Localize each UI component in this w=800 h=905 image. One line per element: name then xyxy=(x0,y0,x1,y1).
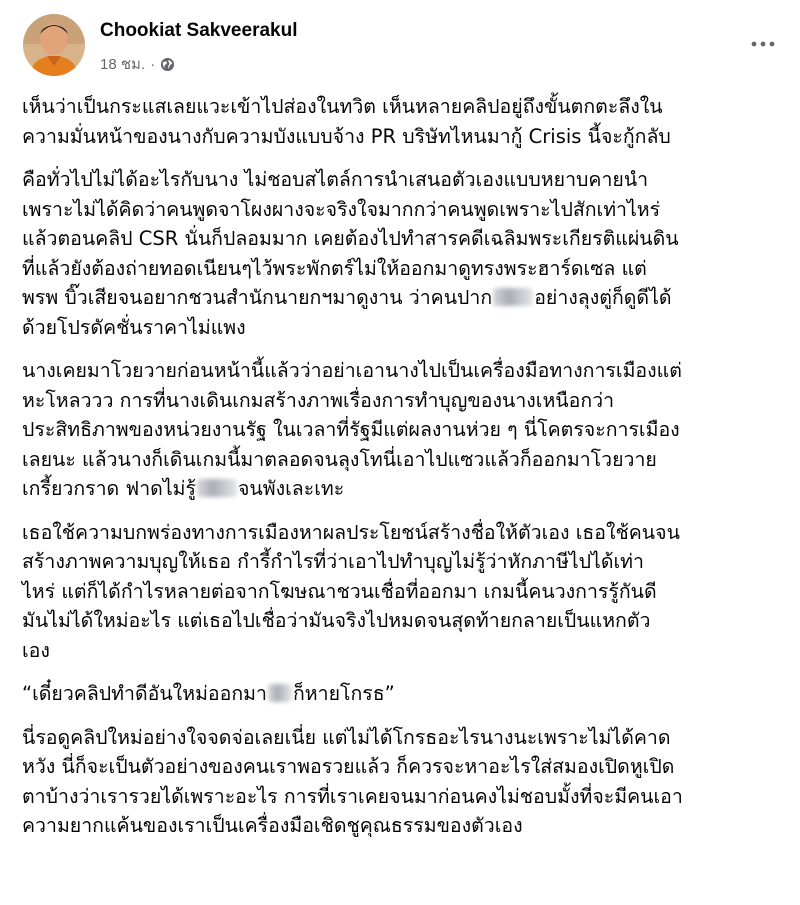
text-line: หะโหลววว การที่นางเดินเกมสร้างภาพเรื่องการทำบุญของนางเหนือกว่า xyxy=(22,388,615,412)
text-line: เธอใช้ความบกพร่องทางการเมืองหาผลประโยชน์สร้างชื่อให้ตัวเอง เธอใช้คนจน xyxy=(22,520,680,544)
meta-separator: · xyxy=(150,55,156,73)
text-line: เพราะไม่ได้คิดว่าคนพูดจาโผงผางจะจริงใจมากกว่าคนพูดเพราะไปสักเท่าไหร่ xyxy=(22,197,661,221)
text-line: เอง xyxy=(22,638,50,662)
text-line: ความยากแค้นของเราเป็นเครื่องมือเชิดชูคุณธรรมของตัวเอง xyxy=(22,814,523,837)
paragraph-2 xyxy=(22,165,792,342)
text-segment: ก็หายโกรธ” xyxy=(292,682,395,705)
text-line xyxy=(22,474,792,504)
text-line: นี่รอดูคลิปใหม่อย่างใจจดจ่อเลยเนี่ย แต่ไม่ได้โกรธอะไรนางนะเพราะไม่ได้คาด xyxy=(22,725,671,749)
paragraph-1 xyxy=(22,92,792,151)
avatar-image xyxy=(23,14,85,76)
paragraph-6 xyxy=(22,723,792,841)
globe-icon[interactable] xyxy=(160,57,175,72)
text-line: ที่แล้วยังต้องถ่ายทอดเนียนๆไว้พระพักตร์ไม่ให้ออกมาดูทรงพระฮาร์ดเซล แต่ xyxy=(22,256,647,280)
text-line: ตาบ้างว่าเรารวยได้เพราะอะไร การที่เราเคยจนมาก่อนคงไม่ชอบมั้งที่จะมีคนเอา xyxy=(22,784,683,808)
text-line: เลยนะ แล้วนางก็เดินเกมนี้มาตลอดจนลุงโทนี่เอาไปแซวแล้วก็ออกมาโวยวาย xyxy=(22,447,657,471)
post-header xyxy=(23,14,783,84)
text-line: มันไม่ได้ใหม่อะไร แต่เธอไปเชื่อว่ามันจริงไปหมดจนสุดท้ายกลายเป็นแหกตัว xyxy=(22,609,651,632)
more-horizontal-icon xyxy=(751,41,775,47)
text-line: ประสิทธิภาพของหน่วยงานรัฐ ในเวลาที่รัฐมีแต่ผลงานห่วย ๆ นี่โคตรจะการเมือง xyxy=(22,418,680,441)
text-line: เห็นว่าเป็นกระแสเลยแวะเข้าไปส่องในทวิต เห็นหลายคลิปอยู่ถึงขั้นตกตะลึงใน xyxy=(22,95,663,118)
more-options-button[interactable] xyxy=(745,32,781,56)
post-body xyxy=(22,92,792,855)
text-line xyxy=(22,283,792,313)
text-line: ไหร่ แต่ก็ได้กำไรหลายต่อจากโฆษณาชวนเชื่อที่ออกมา เกมนี้คนวงการรู้กันดี xyxy=(22,579,657,603)
censored-word xyxy=(197,479,237,497)
text-segment: เกรี้ยวกราด ฟาดไม่รู้ xyxy=(22,477,196,500)
text-line: คือทั่วไปไม่ได้อะไรกับนาง ไม่ชอบสไตล์การนำเสนอตัวเองแบบหยาบคายนำ xyxy=(22,168,649,191)
censored-word xyxy=(493,288,533,306)
paragraph-3 xyxy=(22,356,792,504)
paragraph-5-quote xyxy=(22,679,792,709)
text-line xyxy=(22,679,792,709)
censored-word xyxy=(268,684,292,702)
author-name[interactable]: Chookiat Sakveerakul xyxy=(100,20,298,41)
post-meta xyxy=(100,52,175,76)
text-line: สร้างภาพความบุญให้เธอ กำรี้กำไรที่ว่าเอาไปทำบุญไม่รู้ว่าหักภาษีไปได้เท่า xyxy=(22,550,644,573)
text-line: ความมั่นหน้าของนางกับความบังแบบจ้าง PR บริษัทไหนมากู้ Crisis นี้จะกู้กลับ xyxy=(22,124,671,148)
text-line: แล้วตอนคลิป CSR นั่นก็ปลอมมาก เคยต้องไปทำสารคดีเฉลิมพระเกียรติแผ่นดิน xyxy=(22,227,679,250)
text-segment: อย่างลุงตู่ก็ดูดีได้ xyxy=(534,286,672,309)
text-segment: “เดี๋ยวคลิปทำดีอันใหม่ออกมา xyxy=(22,682,267,705)
text-line: หวัง นี่ก็จะเป็นตัวอย่างของคนเราพอรวยแล้ว ก็ควรจะหาอะไรใส่สมองเปิดหูเปิด xyxy=(22,755,675,778)
text-line: ด้วยโปรดัคชั่นราคาไม่แพง xyxy=(22,315,246,339)
post-time[interactable]: 18 ชม. xyxy=(100,56,146,73)
text-segment: จนพังเละเทะ xyxy=(237,477,345,500)
avatar[interactable] xyxy=(23,14,85,76)
paragraph-4 xyxy=(22,518,792,666)
text-segment: พรพ บิ๊วเสียจนอยากชวนสำนักนายกฯมาดูงาน ว่าคนปาก xyxy=(22,286,493,309)
text-line: นางเคยมาโวยวายก่อนหน้านี้แล้วว่าอย่าเอานางไปเป็นเครื่องมือทางการเมืองแต่ xyxy=(22,359,682,382)
